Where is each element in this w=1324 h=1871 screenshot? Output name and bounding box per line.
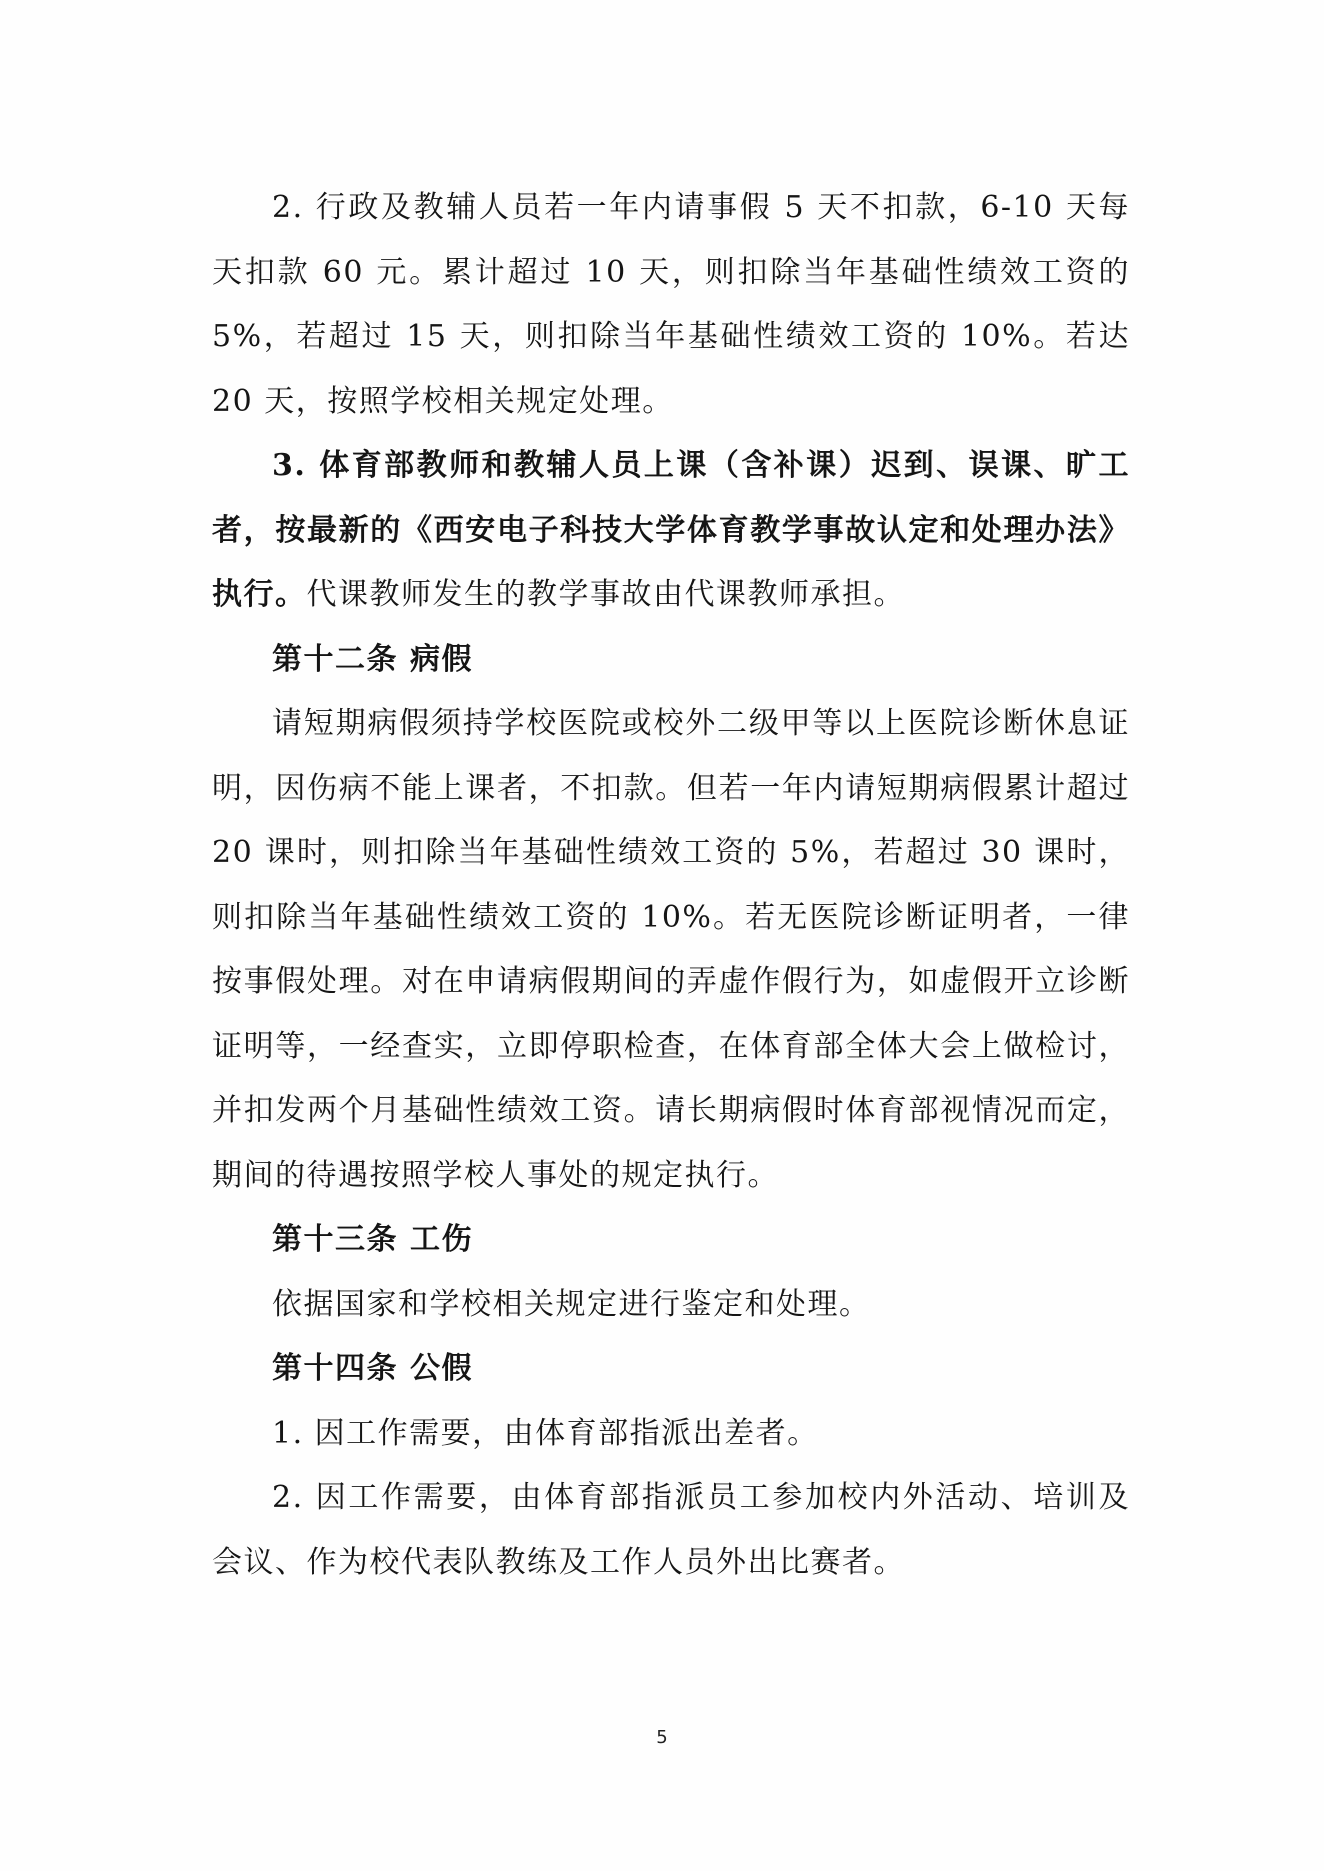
heading-article-12-sick-leave: 第十二条 病假 <box>272 641 473 677</box>
paragraph-sick-leave: 请短期病假须持学校医院或校外二级甲等以上医院诊断休息证明，因伤病不能上课者，不扣款。但若一年内请短期病假累计超过 20 课时，则扣除当年基础性绩效工资的 5%，若超过 30 课时，则扣除当年基础性绩效工资的 10%。若无医院诊断证明者，一律按事假处理。对在申请病假期间的弄虚作假行为，如虚假开立诊断证明等，一经查实，立即停职检查，在体育部全体大会上做检讨，并扣发两个月基础性绩效工资。请长期病假时体育部视情况而定，期间的待遇按照学校人事处的规定执行。 <box>212 706 1130 1193</box>
paragraph-teaching-accident-bold: 3. 体育部教师和教辅人员上课（含补课）迟到、误课、旷工者，按最新的《西安电子科技大学体育教学事故认定和处理办法》执行。 <box>212 448 1130 612</box>
heading-article-14-official-leave: 第十四条 公假 <box>272 1351 473 1386</box>
page-number: 5 <box>656 1727 668 1748</box>
paragraph-teaching-accident-rest: 代课教师发生的教学事故由代课教师承担。 <box>306 577 905 612</box>
paragraph-official-leave-1: 1. 因工作需要，由体育部指派出差者。 <box>272 1415 819 1451</box>
paragraph-official-leave-2: 2. 因工作需要，由体育部指派员工参加校内外活动、培训及会议、作为校代表队教练及工作人员外出比赛者。 <box>212 1480 1130 1580</box>
paragraph-work-injury: 依据国家和学校相关规定进行鉴定和处理。 <box>272 1286 871 1322</box>
paragraph-admin-personal-leave: 2. 行政及教辅人员若一年内请事假 5 天不扣款，6-10 天每天扣款 60 元。累计超过 10 天，则扣除当年基础性绩效工资的 5%，若超过 15 天，则扣除当年基础性绩效工资的 10%。若达 20 天，按照学校相关规定处理。 <box>212 190 1130 419</box>
heading-article-13-work-injury: 第十三条 工伤 <box>272 1222 473 1257</box>
document-body <box>212 176 1130 1595</box>
paragraph-teaching-accident <box>212 434 1130 628</box>
